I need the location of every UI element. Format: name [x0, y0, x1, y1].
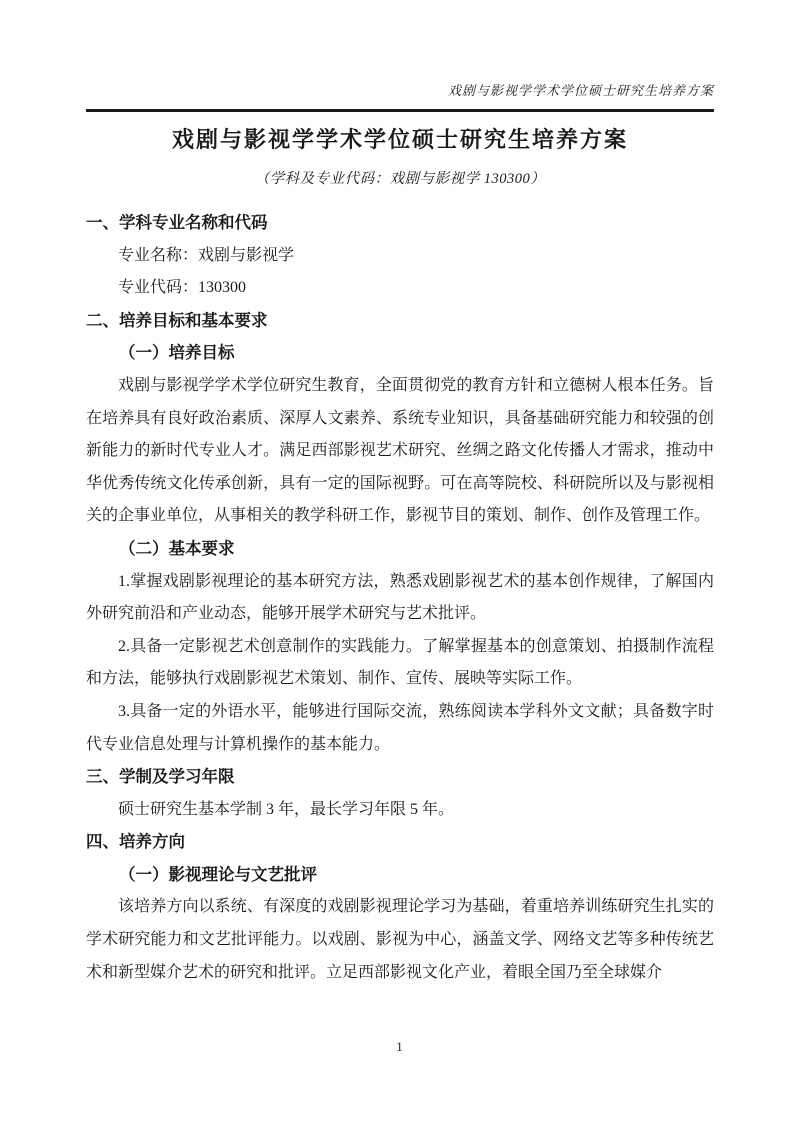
- document-body: [86, 207, 714, 989]
- subsection-heading-direction-1: （一）影视理论与文艺批评: [119, 865, 317, 884]
- field-major-code: 专业代码：130300: [118, 279, 247, 297]
- document-subtitle: （学科及专业代码：戏剧与影视学 130300）: [254, 171, 546, 187]
- document-title: 戏剧与影视学学术学位硕士研究生培养方案: [171, 127, 628, 152]
- running-header: [86, 83, 714, 98]
- section-heading-discipline-name: 一、学科专业名称和代码: [86, 214, 268, 232]
- subsection-heading-goal: （一）培养目标: [119, 344, 235, 363]
- subsection-heading-basic-requirements: （二）基本要求: [119, 539, 235, 558]
- paragraph-requirement-3: 3.具备一定的外语水平，能够进行国际交流，熟练阅读本学科外文文献；具备数字时代专业信息处理与计算机操作的基本能力。: [86, 702, 714, 753]
- paragraph-requirement-1: 1.掌握戏剧影视理论的基本研究方法，熟悉戏剧影视艺术的基本创作规律，了解国内外研究前沿和产业动态，能够开展学术研究与艺术批评。: [86, 572, 714, 623]
- paragraph-goal: 戏剧与影视学学术学位研究生教育，全面贯彻党的教育方针和立德树人根本任务。旨在培养具有良好政治素质、深厚人文素养、系统专业知识，具备基础研究能力和较强的创新能力的新时代专业人才。满足西部影视艺术研究、丝绸之路文化传播人才需求，推动中华优秀传统文化传承创新，具有一定的国际视野。可在高等院校、科研院所以及与影视相关的企事业单位，从事相关的教学科研工作，影视节目的策划、制作、创作及管理工作。: [86, 376, 714, 525]
- section-heading-study-duration: 三、学制及学习年限: [86, 768, 235, 787]
- section-heading-directions: 四、培养方向: [86, 833, 185, 852]
- page-number: 1: [396, 1039, 403, 1054]
- field-major-name: 专业名称：戏剧与影视学: [118, 246, 295, 264]
- section-heading-goals-requirements: 二、培养目标和基本要求: [86, 311, 268, 330]
- header-rule: [86, 109, 714, 112]
- paragraph-requirement-2: 2.具备一定影视艺术创意制作的实践能力。了解掌握基本的创意策划、拍摄制作流程和方法，能够执行戏剧影视艺术策划、制作、宣传、展映等实际工作。: [86, 637, 714, 688]
- paragraph-duration: 硕士研究生基本学制 3 年，最长学习年限 5 年。: [118, 800, 455, 818]
- running-header-text: 戏剧与影视学学术学位硕士研究生培养方案: [447, 83, 714, 98]
- paragraph-direction-1: 该培养方向以系统、有深度的戏剧影视理论学习为基础，着重培养训练研究生扎实的学术研究能力和文艺批评能力。以戏剧、影视为中心，涵盖文学、网络文艺等多种传统艺术和新型媒介艺术的研究和批评。立足西部影视文化产业，着眼全国乃至全球媒介: [86, 898, 714, 981]
